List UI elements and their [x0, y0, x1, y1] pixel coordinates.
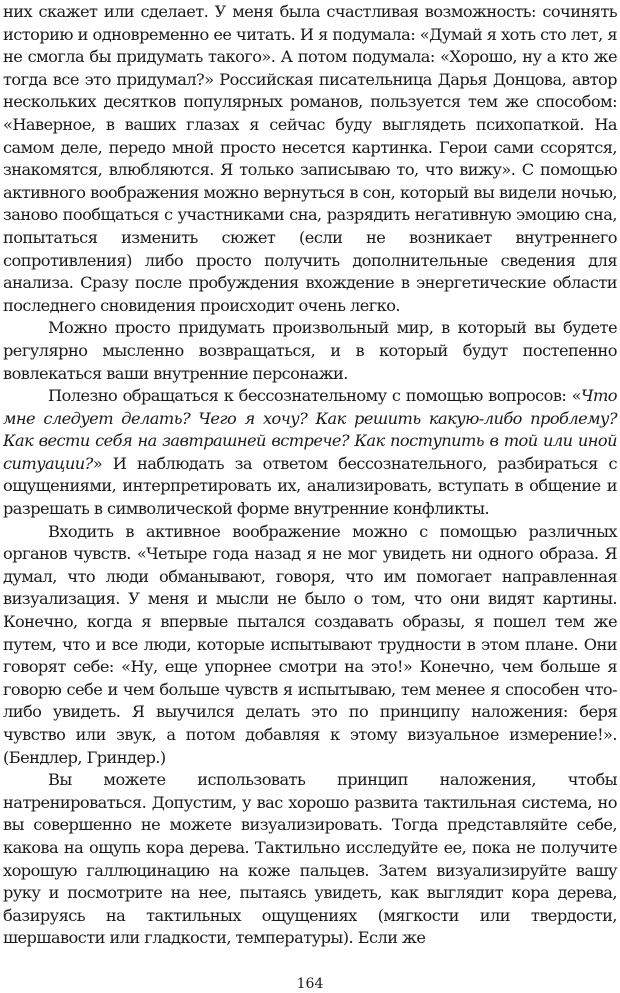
- body-text: [3, 1, 617, 950]
- page-number: 164: [296, 976, 324, 992]
- paragraph-3-text-start: Полезно обращаться к бессознательному с помощью вопросов: «: [48, 386, 582, 406]
- paragraph-2: [3, 317, 617, 385]
- paragraph-5-text: Вы можете использовать принцип наложения, чтобы натренироваться. Допустим, у вас хорошо развита тактильная система, но вы совершенно не можете визуализировать. Тогда представляйте себе, какова на ощупь кора дерева. Тактильно исследуйте ее, пока не получите хорошую галлюцинацию на коже пальцев. Затем визуализируйте вашу руку и посмотрите на нее, пытаясь увидеть, как выглядит кора дерева, базируясь на тактильных ощущениях (мягкости или твердости, шершавости или гладкости, температуры). Если же: [3, 770, 617, 948]
- paragraph-3: [3, 385, 617, 521]
- paragraph-2-text: Можно просто придумать произвольный мир, в который вы будете регулярно мысленно возвращаться, и в который будут постепенно вовлекаться ваши внутренние персонажи.: [3, 318, 617, 383]
- paragraph-3-text-end: » И наблюдать за ответом бессознательного, разбираться с ощущениями, интерпретировать их, анализировать, вступать в общение и разрешать в символической форме внутренние конфликты.: [3, 453, 617, 519]
- paragraph-5: [3, 769, 617, 950]
- paragraph-4-text: Входить в активное воображение можно с помощью различных органов чувств. «Четыре года назад я не мог увидеть ни одного образа. Я думал, что люди обманывают, говоря, что им помогает направленная визуализация. У меня и мысли не было о том, что они видят картины. Конечно, когда я впервые пытался создавать образы, я пошел тем же путем, что и все люди, которые испытывают трудности в этом плане. Они говорят себе: «Ну, еще упорнее смотри на это!» Конечно, чем больше я говорю себе и чем больше чувств я испытываю, тем менее я способен что-либо увидеть. Я выучился делать это по принципу наложения: беря чувство или звук, а потом добавляя к этому визуальное измерение!». (Бендлер, Гриндер.): [3, 521, 617, 767]
- paragraph-3-italic-questions: Что мне следует делать? Чего я хочу? Как решить какую-либо проблему? Как вести себя на завтрашней встрече? Как поступить в той или иной ситуации?: [3, 386, 617, 473]
- paragraph-1: [3, 1, 617, 317]
- paragraph-1-text: них скажет или сделает. У меня была счастливая возможность: сочинять историю и одновременно ее читать. И я подумала: «Думай я хоть сто лет, я не смогла бы придумать такого». А потом подумала: «Хорошо, ну а кто же тогда все это придумал?» Российская писательница Дарья Донцова, автор нескольких десятков популярных романов, пользуется тем же способом: «Наверное, в ваших глазах я сейчас буду выглядеть психопаткой. На самом деле, передо мной просто несется картинка. Герои сами ссорятся, знакомятся, влюбляются. Я только записываю то, что вижу». С помощью активного воображения можно вернуться в сон, который вы видели ночью, заново пообщаться с участниками сна, разрядить негативную эмоцию сна, попытаться изменить сюжет (если не возникает внутреннего сопротивления) либо просто получить дополнительные сведения для анализа. Сразу после пробуждения вхождение в энергетические области последнего сновидения происходит очень легко.: [3, 2, 617, 315]
- paragraph-4: [3, 521, 617, 770]
